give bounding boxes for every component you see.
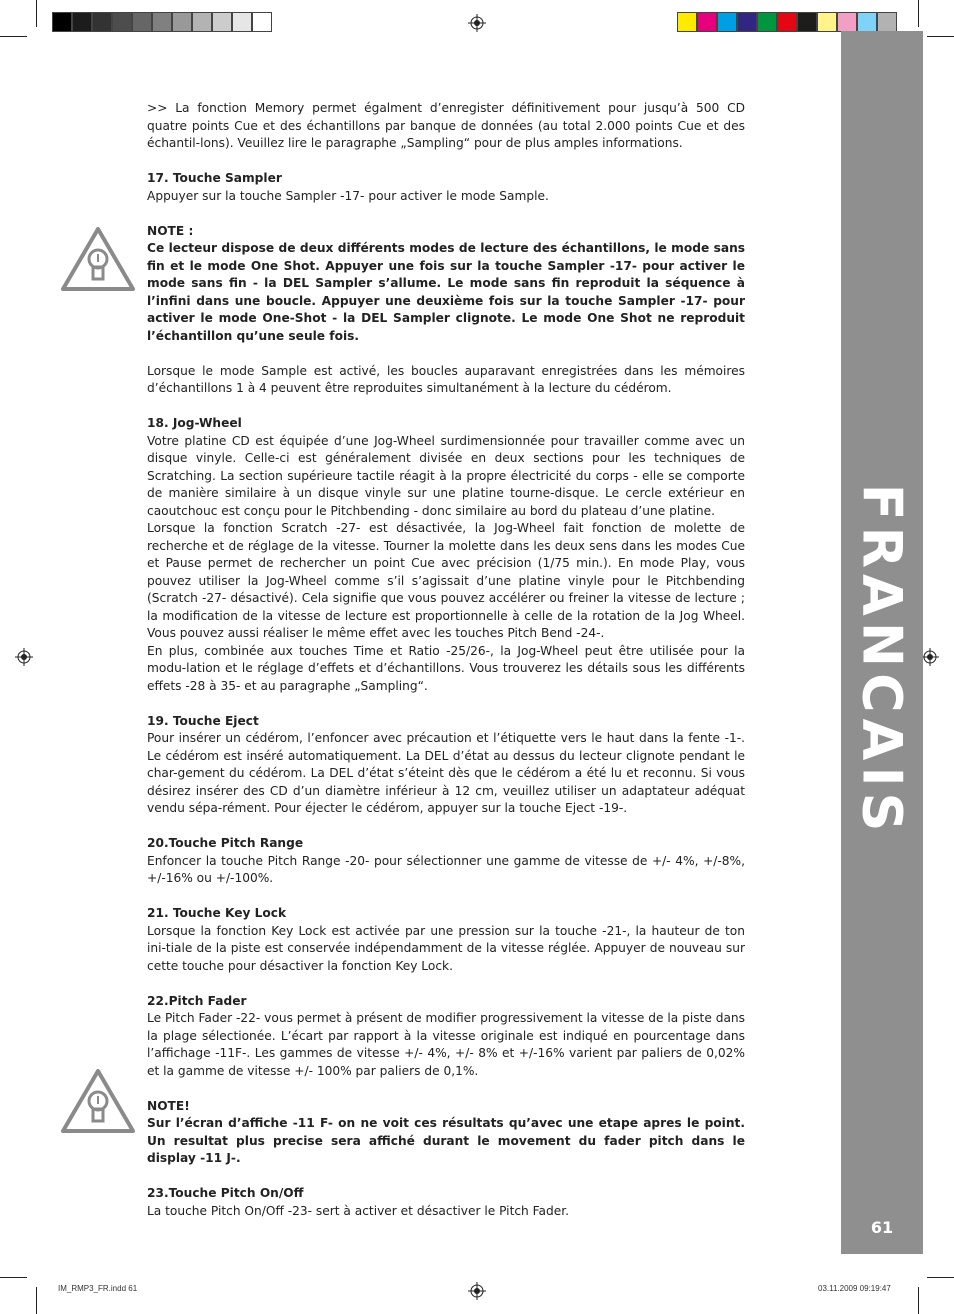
section-17-title: 17. Touche Sampler bbox=[147, 171, 282, 185]
color-swatch bbox=[52, 12, 72, 32]
footer-file-name: IM_RMP3_FR.indd 61 bbox=[58, 1284, 138, 1293]
crop-mark bbox=[927, 1277, 954, 1278]
section-19-text: Pour insérer un cédérom, l’enfoncer avec précaution et l’étiquette vers le haut dans la fente -1-. Le cédérom est inséré automatiquement. La DEL d’état au dessus du lecteur clignote pendant le char-gement du cédérom. La DEL d’état s’éteint dès que le cédérom a été lu et reconnu. Si vous désirez insérer des CD d’un diamètre inférieur à 12 cm, veuillez utiliser un adaptateur adéquat vendu sépa-rément. Pour éjecter le cédérom, appuyer sur la touche Eject -19-. bbox=[147, 731, 745, 815]
section-22-title: 22.Pitch Fader bbox=[147, 993, 247, 1008]
color-swatch bbox=[212, 12, 232, 32]
crop-mark bbox=[36, 0, 37, 27]
sample-paragraph: Lorsque le mode Sample est activé, les boucles auparavant enregistrées dans les mémoires d’échantillons 1 à 4 peuvent être reproduites simultanément à la lecture du cédérom. bbox=[147, 363, 745, 395]
section-21-text: Lorsque la fonction Key Lock est activée par une pression sur la touche -21-, la hauteur de ton ini-tiale de la piste est conservée indépendamment de la vitesse réglée. Appuyer de nouveau sur cette touche pour désactiver la fonction Key Lock. bbox=[147, 923, 745, 973]
color-swatch bbox=[152, 12, 172, 32]
color-swatch bbox=[837, 12, 857, 32]
crop-mark bbox=[0, 1277, 27, 1278]
section-18-title: 18. Jog-Wheel bbox=[147, 416, 242, 430]
section-18-p1: Votre platine CD est équipée d’une Jog-Wheel surdimensionnée pour travailler comme avec un disque vinyle. Celle-ci est généralement divisée en deux sections pour les techniques de Scratching. La section supérieure tactile réagit à la propre électricité du corps - elle se comporte de manière similaire à un disque vinyle sur une platine tourne-disque. Le cercle extérieur en caoutchouc est conçu pour le Pitchbending - donc similaire au bord du plateau d’une platine. bbox=[147, 433, 745, 518]
color-swatch bbox=[777, 12, 797, 32]
registration-mark-icon bbox=[468, 1282, 486, 1300]
crop-mark bbox=[0, 36, 27, 37]
color-swatch bbox=[192, 12, 212, 32]
color-swatch bbox=[697, 12, 717, 32]
color-swatch bbox=[72, 12, 92, 32]
footer-date: 03.11.2009 09:19:47 bbox=[818, 1284, 891, 1293]
color-swatch bbox=[737, 12, 757, 32]
color-swatch bbox=[797, 12, 817, 32]
intro-paragraph: >> La fonction Memory permet égalment d’enregister définitivement pour jusqu’à 500 CD quatre points Cue et des échantillons par banque de données (au total 2.000 points Cue et des échantil-lons). Veuillez lire le paragraphe „Sampling“ pour de plus amples informations. bbox=[147, 101, 745, 150]
color-swatch-bar bbox=[677, 12, 897, 32]
color-swatch bbox=[677, 12, 697, 32]
section-18-p3: En plus, combinée aux touches Time et Ratio -25/26-, la Jog-Wheel peut être utilisée pour la modu-lation et le réglage d’effets et d’échantillons. Vous trouverez les détails sous les différents effets -28 à 35- et au paragraphe „Sampling“. bbox=[147, 643, 745, 693]
color-swatch bbox=[717, 12, 737, 32]
note-2-text: Sur l’écran d’affiche -11 F- on ne voit ces résultats qu’avec une etape apres le point. Un resultat plus precise sera affiché durant le movement du fader pitch dans le display -11 J-. bbox=[147, 1116, 745, 1165]
note-1-text: Ce lecteur dispose de deux différents modes de lecture des échantillons, le mode sans fin et le mode One Shot. Appuyer une fois sur la touche Sampler -17- pour activer le mode sans fin - la DEL Sampler s’allume. Le mode sans fin reproduit la séquence à l’infini dans une boucle. Appuyer une deuxième fois sur la touche Sampler -17- pour activer le mode One-Shot - la DEL Sampler clignote. Le mode One Shot ne reproduit l’échantillon qu’une seule fois. bbox=[147, 241, 745, 343]
registration-mark-icon bbox=[921, 648, 939, 666]
color-swatch bbox=[92, 12, 112, 32]
color-swatch bbox=[757, 12, 777, 32]
registration-mark-icon bbox=[15, 648, 33, 666]
crop-mark bbox=[36, 1287, 37, 1314]
color-swatch bbox=[877, 12, 897, 32]
color-swatch bbox=[232, 12, 252, 32]
color-swatch bbox=[817, 12, 837, 32]
section-23-text: La touche Pitch On/Off -23- sert à activer et désactiver le Pitch Fader. bbox=[147, 1203, 570, 1218]
color-swatch bbox=[172, 12, 192, 32]
section-22-text: Le Pitch Fader -22- vous permet à présent de modifier progressivement la vitesse de la piste dans la plage sélectionée. L’écart par rapport à la vitesse originale est indiqué en pourcentage dans l’affichage -11F-. Les gammes de vitesse +/- 4%, +/- 8% et +/-16% varient par paliers de 0,02% et la gamme de vitesse +/- 100% par paliers de 0,1%. bbox=[147, 1011, 745, 1078]
language-label: FRANCAIS bbox=[850, 483, 914, 837]
section-18-p2: Lorsque la fonction Scratch -27- est désactivée, la Jog-Wheel fait fonction de molette de recherche et de réglage de la vitesse. Tourner la molette dans les deux sens dans les modes Cue et Pause permet de rechercher un point Cue avec précision (1/75 min.). En mode Play, vous pouvez utiliser la Jog-Wheel comme s’il s’agissait d’une platine vinyle pour le Pitchbending (Scratch -27- désactivé). Cela signifie que vous pouvez accélérer ou freiner la vitesse de lecture ; la modification de la vitesse de lecture est proportionnelle à celle de la rotation de la Jog Wheel. Vous pouvez aussi réaliser le même effet avec les touches Pitch Bend -24-. bbox=[147, 521, 745, 640]
note-1-title: NOTE : bbox=[147, 223, 194, 238]
registration-mark-icon bbox=[468, 14, 486, 32]
gray-swatch-bar bbox=[52, 12, 272, 32]
crop-mark bbox=[927, 36, 954, 37]
section-20-text: Enfoncer la touche Pitch Range -20- pour sélectionner une gamme de vitesse de +/- 4%, +/-8%, +/-16% ou +/-100%. bbox=[147, 853, 745, 885]
color-swatch bbox=[132, 12, 152, 32]
warning-icon bbox=[60, 1068, 136, 1134]
section-17-text: Appuyer sur la touche Sampler -17- pour activer le mode Sample. bbox=[147, 188, 549, 203]
warning-icon bbox=[60, 226, 136, 292]
section-19-title: 19. Touche Eject bbox=[147, 713, 259, 728]
crop-mark bbox=[918, 0, 919, 27]
crop-mark bbox=[918, 1287, 919, 1314]
color-swatch bbox=[857, 12, 877, 32]
section-21-title: 21. Touche Key Lock bbox=[147, 906, 287, 920]
page-number: 61 bbox=[870, 1218, 894, 1237]
section-23-title: 23.Touche Pitch On/Off bbox=[147, 1186, 304, 1200]
note-2-title: NOTE! bbox=[147, 1098, 190, 1113]
main-content bbox=[147, 100, 745, 1238]
color-swatch bbox=[252, 12, 272, 32]
color-swatch bbox=[112, 12, 132, 32]
section-20-title: 20.Touche Pitch Range bbox=[147, 836, 304, 850]
